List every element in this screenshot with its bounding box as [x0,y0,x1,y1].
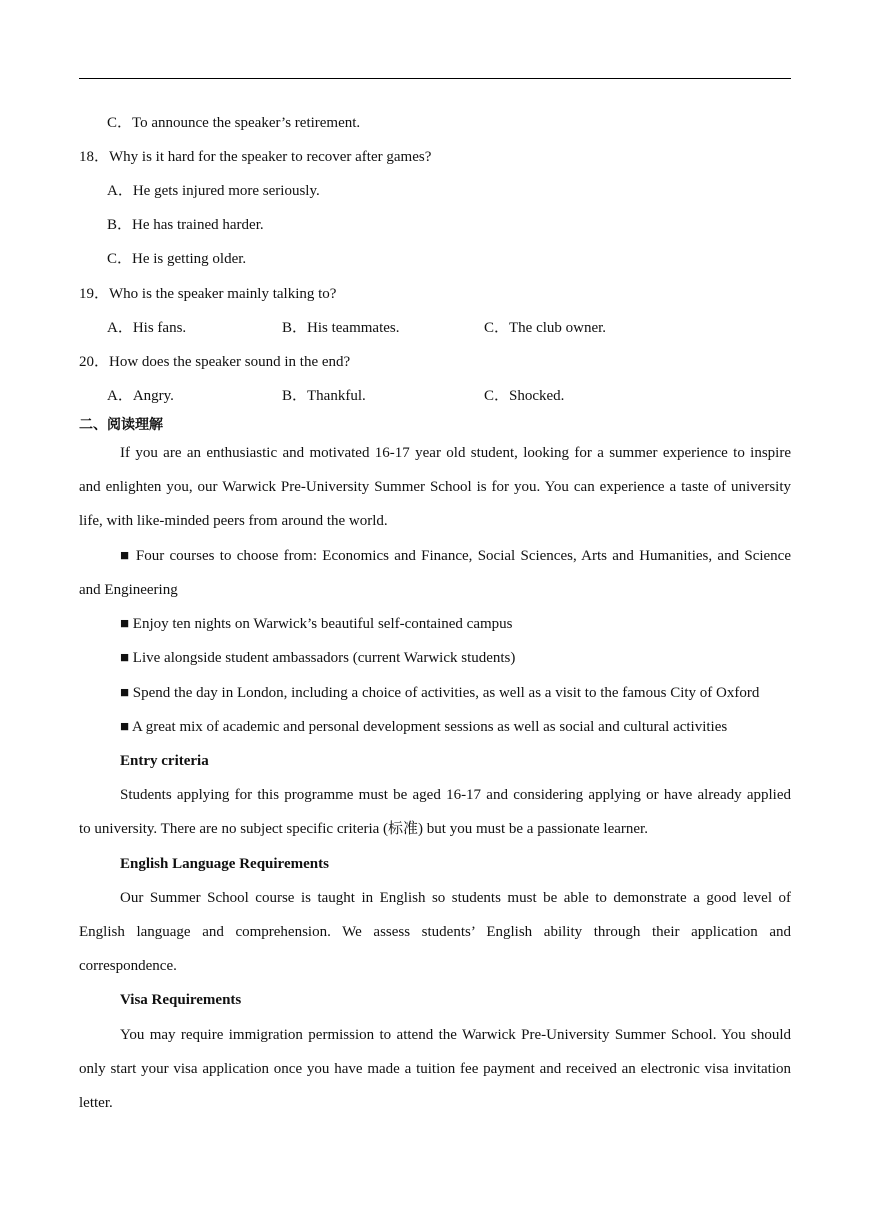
visa-line-2: only start your visa application once you have made a tuition fee payment and received an electronic visa invitation [79,1061,791,1077]
bullet-courses: ■ Four courses to choose from: Economics and Finance, Social Sciences, Arts and Humanities, and Science [120,548,791,564]
visa-heading: Visa Requirements [120,992,242,1008]
q19-question: 19．Who is the speaker mainly talking to? [79,286,337,302]
intro-line-1: If you are an enthusiastic and motivated 16-17 year old student, looking for a summer experience to inspire [120,445,791,461]
visa-line-3: letter. [79,1095,113,1111]
q18-option-b: B．He has trained harder. [107,217,264,233]
bullet-sessions: ■ A great mix of academic and personal development sessions as well as social and cultural activities [120,719,728,735]
english-heading: English Language Requirements [120,856,329,872]
q18-option-c: C．He is getting older. [107,251,247,267]
visa-line-1: You may require immigration permission to attend the Warwick Pre-University Summer School. You should [120,1027,791,1043]
english-line-3: correspondence. [79,958,177,974]
q20-question: 20．How does the speaker sound in the end? [79,354,351,370]
bullet-london: ■ Spend the day in London, including a choice of activities, as well as a visit to the famous City of Oxford [120,685,760,701]
q19-option-c: C．The club owner. [484,320,607,336]
entry-heading: Entry criteria [120,753,209,769]
english-line-1: Our Summer School course is taught in English so students must be able to demonstrate a good level of [120,890,791,906]
q19-option-b: B．His teammates. [282,320,400,336]
q20-options [0,386,870,406]
q20-option-c: C．Shocked. [484,388,565,404]
entry-line-2: to university. There are no subject specific criteria (标准) but you must be a passionate learner. [79,821,648,837]
english-line-2: English language and comprehension. We assess students’ English ability through their application and [79,924,791,940]
header-rule [79,78,791,79]
section-title: 二、阅读理解 [79,417,163,433]
bullet-courses-cont: and Engineering [79,582,178,598]
q18-option-a: A．He gets injured more seriously. [107,183,320,199]
intro-line-2: and enlighten you, our Warwick Pre-University Summer School is for you. You can experience a taste of university [79,479,791,495]
q20-option-a: A．Angry. [107,388,174,404]
q19-option-a: A．His fans. [107,320,187,336]
bullet-ambassadors: ■ Live alongside student ambassadors (current Warwick students) [120,650,516,666]
intro-line-3: life, with like-minded peers from around the world. [79,513,388,529]
q19-options [0,318,870,338]
q18-question: 18．Why is it hard for the speaker to recover after games? [79,149,432,165]
entry-line-1: Students applying for this programme must be aged 16-17 and considering applying or have already applied [120,787,791,803]
bullet-campus: ■ Enjoy ten nights on Warwick’s beautiful self-contained campus [120,616,513,632]
q20-option-b: B．Thankful. [282,388,366,404]
q17-option-c: C．To announce the speaker’s retirement. [107,115,361,131]
